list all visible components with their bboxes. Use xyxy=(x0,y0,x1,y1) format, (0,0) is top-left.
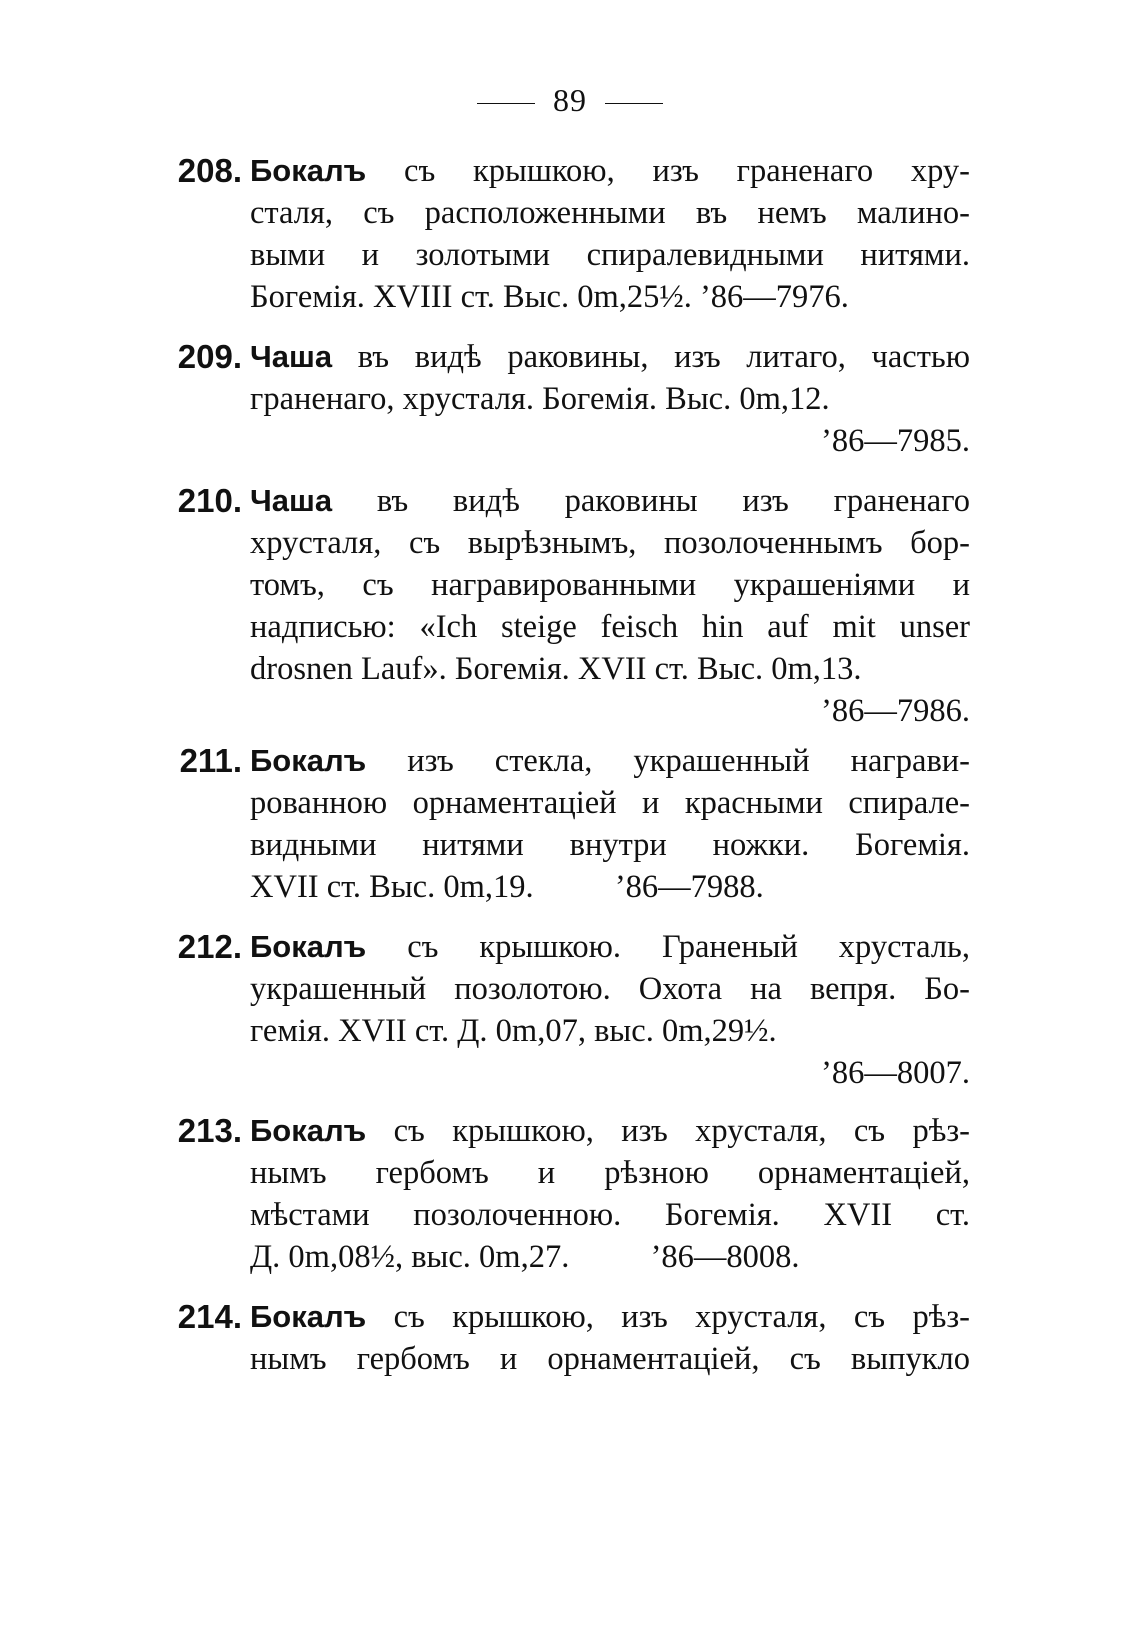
entry-lead-word: Чаша xyxy=(250,483,333,518)
header-rule-left xyxy=(477,103,535,104)
entry-lead-word: Бокалъ xyxy=(250,1113,367,1148)
entry-line: рованною орнаментаціей и красными спирале- xyxy=(250,785,970,821)
entry-line: украшенный позолотою. Охота на вепря. Бо- xyxy=(250,971,970,1007)
entry-number: 210. xyxy=(177,482,242,519)
page-number: 89 xyxy=(553,82,587,118)
entry-line: XVII ст. Выс. 0m,19. ’86—7988. xyxy=(250,869,764,905)
entry-inventory-number: ’86—7986. xyxy=(821,693,970,729)
entry-line xyxy=(250,1110,970,1152)
entry-number: 213. xyxy=(177,1112,242,1149)
entry-line: нымъ гербомъ и рѣзною орнаментаціей, xyxy=(250,1155,970,1191)
header-rule-right xyxy=(605,103,663,104)
entry-line: томъ, съ награвированными украшеніями и xyxy=(250,567,970,603)
entry-inventory-number: ’86—7985. xyxy=(821,423,970,459)
entry-line-text: въ видѣ раковины изъ граненаго xyxy=(332,483,970,519)
entry-lead-word: Чаша xyxy=(250,339,333,374)
entry-lead-word: Бокалъ xyxy=(250,153,367,188)
entry-line: Богемія. XVIII ст. Выс. 0m,25½. ’86—7976. xyxy=(250,279,849,315)
entry-inventory-number: ’86—8007. xyxy=(821,1055,970,1091)
entry-lead-word: Бокалъ xyxy=(250,1299,367,1334)
entry-line-text: въ видѣ раковины, изъ литаго, частью xyxy=(332,339,970,375)
entry-line xyxy=(250,480,970,522)
entry-number: 208. xyxy=(177,152,242,189)
entry-line xyxy=(250,926,970,968)
entry-line-text: съ крышкою, изъ граненаго хру- xyxy=(366,153,970,189)
entry-line: выми и золотыми спиралевидными нитями. xyxy=(250,237,970,273)
entry-line: drosnen Lauf». Богемія. XVII ст. Выс. 0m,13. xyxy=(250,651,862,687)
entry-number: 209. xyxy=(177,338,242,375)
entry-line: надписью: «Ich steige feisch hin auf mit unser xyxy=(250,609,970,645)
page-header xyxy=(0,82,1140,119)
entry-line: Д. 0m,08½, выс. 0m,27. ’86—8008. xyxy=(250,1239,800,1275)
entry-number: 212. xyxy=(177,928,242,965)
entry-line: мѣстами позолоченною. Богемія. XVII ст. xyxy=(250,1197,970,1233)
entry-number: 214. xyxy=(177,1298,242,1335)
entry-line xyxy=(250,1296,970,1338)
entry-number: 211. xyxy=(179,742,242,779)
entry-line: граненаго, хрусталя. Богемія. Выс. 0m,12. xyxy=(250,381,830,417)
entry-line: сталя, съ расположенными въ немъ малино- xyxy=(250,195,970,231)
entry-line-text: съ крышкою, изъ хрусталя, съ рѣз- xyxy=(366,1299,970,1335)
entry-line-text: изъ стекла, украшенный награви- xyxy=(366,743,970,779)
entry-line-text: съ крышкою, изъ хрусталя, съ рѣз- xyxy=(366,1113,970,1149)
entry-lead-word: Бокалъ xyxy=(250,929,367,964)
entry-line: нымъ гербомъ и орнаментаціей, съ выпукло xyxy=(250,1341,970,1377)
entry-line: видными нитями внутри ножки. Богемія. xyxy=(250,827,970,863)
entry-line-text: съ крышкою. Граненый хрусталь, xyxy=(366,929,970,965)
entry-line xyxy=(250,150,970,192)
entry-lead-word: Бокалъ xyxy=(250,743,367,778)
entry-line xyxy=(250,336,970,378)
entry-line: хрусталя, съ вырѣзнымъ, позолоченнымъ бор- xyxy=(250,525,970,561)
entry-line: гемія. XVII ст. Д. 0m,07, выс. 0m,29½. xyxy=(250,1013,777,1049)
entry-line xyxy=(250,740,970,782)
